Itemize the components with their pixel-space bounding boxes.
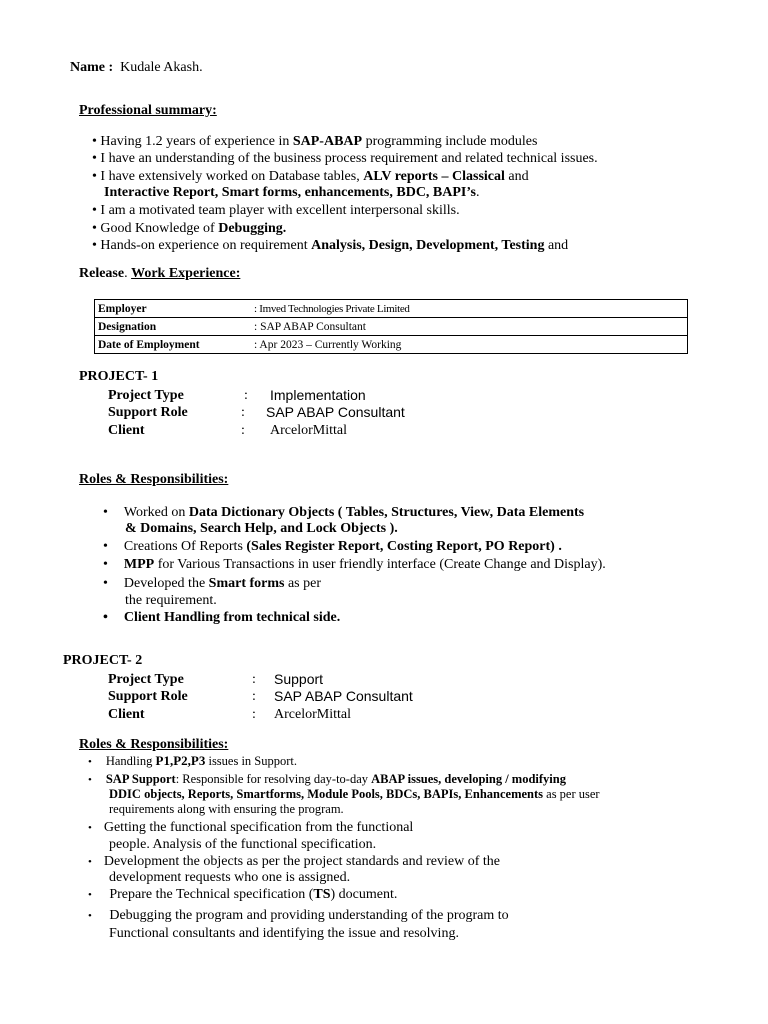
- summary-item: • Good Knowledge of Debugging.: [92, 220, 286, 237]
- list-item-continuation: DDIC objects, Reports, Smartforms, Module Pools, BDCs, BAPIs, Enhancements as per user: [109, 787, 600, 801]
- colon: :: [252, 672, 256, 687]
- table-row: [95, 300, 688, 318]
- summary-item: • Having 1.2 years of experience in SAP-ABAP programming include modules: [92, 133, 537, 150]
- list-item: • Debugging the program and providing understanding of the program to: [88, 907, 509, 925]
- summary-item: • I am a motivated team player with excellent interpersonal skills.: [92, 202, 460, 219]
- project1-role-value: SAP ABAP Consultant: [266, 404, 405, 420]
- list-item-continuation: development requests who one is assigned.: [109, 870, 351, 885]
- list-item-continuation: people. Analysis of the functional specification.: [109, 837, 377, 852]
- table-key: Date of Employment: [95, 336, 252, 354]
- list-item-continuation: & Domains, Search Help, and Lock Objects ).: [125, 521, 398, 536]
- project2-title: PROJECT- 2: [63, 653, 143, 668]
- list-item: • Creations Of Reports (Sales Register Report, Costing Report, PO Report) .: [103, 538, 562, 555]
- list-item: • Getting the functional specification from the functional: [88, 819, 413, 837]
- project2-role-value: SAP ABAP Consultant: [274, 688, 413, 704]
- employment-table: [94, 299, 688, 354]
- colon: :: [252, 707, 256, 722]
- project1-title: PROJECT- 1: [79, 369, 159, 384]
- list-item-continuation: Functional consultants and identifying the issue and resolving.: [109, 926, 459, 941]
- table-row: [95, 336, 688, 354]
- project1-type-label: Project Type: [108, 388, 184, 403]
- project1-type-value: Implementation: [270, 387, 366, 403]
- candidate-name-line: [70, 59, 203, 76]
- list-item: • SAP Support: Responsible for resolving day-to-day ABAP issues, developing / modifying: [88, 772, 566, 788]
- list-item: • Developed the Smart forms as per: [103, 575, 321, 592]
- name-label: Name :: [70, 60, 114, 75]
- list-item: • Development the objects as per the project standards and review of the: [88, 853, 500, 871]
- colon: :: [241, 423, 245, 438]
- list-item: • Prepare the Technical specification (TS) document.: [88, 886, 397, 904]
- list-item-continuation: the requirement.: [125, 593, 217, 608]
- list-item: • Worked on Data Dictionary Objects ( Tables, Structures, View, Data Elements: [103, 504, 584, 521]
- table-value: : Imved Technologies Private Limited: [251, 300, 688, 318]
- table-key: Employer: [95, 300, 252, 318]
- project2-role-label: Support Role: [108, 689, 188, 704]
- project2-roles-heading: Roles & Responsibilities:: [79, 737, 229, 752]
- table-key: Designation: [95, 318, 252, 336]
- project1-client-value: ArcelorMittal: [270, 423, 347, 438]
- summary-item: • I have extensively worked on Database tables, ALV reports – Classical and: [92, 168, 529, 185]
- project1-role-label: Support Role: [108, 405, 188, 420]
- summary-heading: Professional summary:: [79, 103, 217, 118]
- table-row: [95, 318, 688, 336]
- work-experience-heading-line: Release. Work Experience:: [79, 266, 241, 281]
- name-value: Kudale Akash.: [120, 60, 203, 75]
- list-item: • MPP for Various Transactions in user friendly interface (Create Change and Display).: [103, 556, 606, 573]
- summary-item: • I have an understanding of the business process requirement and related technical issues.: [92, 150, 598, 167]
- project1-roles-heading: Roles & Responsibilities:: [79, 472, 229, 487]
- table-value: : Apr 2023 – Currently Working: [251, 336, 688, 354]
- colon: :: [244, 388, 248, 403]
- project2-client-value: ArcelorMittal: [274, 707, 351, 722]
- project2-client-label: Client: [108, 707, 145, 722]
- table-value: : SAP ABAP Consultant: [251, 318, 688, 336]
- project1-client-label: Client: [108, 423, 145, 438]
- list-item: • Handling P1,P2,P3 issues in Support.: [88, 752, 297, 771]
- project2-type-value: Support: [274, 671, 324, 687]
- summary-item: • Hands-on experience on requirement Analysis, Design, Development, Testing and: [92, 237, 568, 254]
- summary-item-continuation: Interactive Report, Smart forms, enhancements, BDC, BAPI’s.: [104, 185, 480, 200]
- list-item-continuation: requirements along with ensuring the program.: [109, 802, 344, 816]
- project2-type-label: Project Type: [108, 672, 184, 687]
- list-item: • Client Handling from technical side.: [103, 609, 340, 626]
- colon: :: [241, 405, 245, 420]
- colon: :: [252, 689, 256, 704]
- work-experience-heading: Work Experience:: [131, 266, 241, 281]
